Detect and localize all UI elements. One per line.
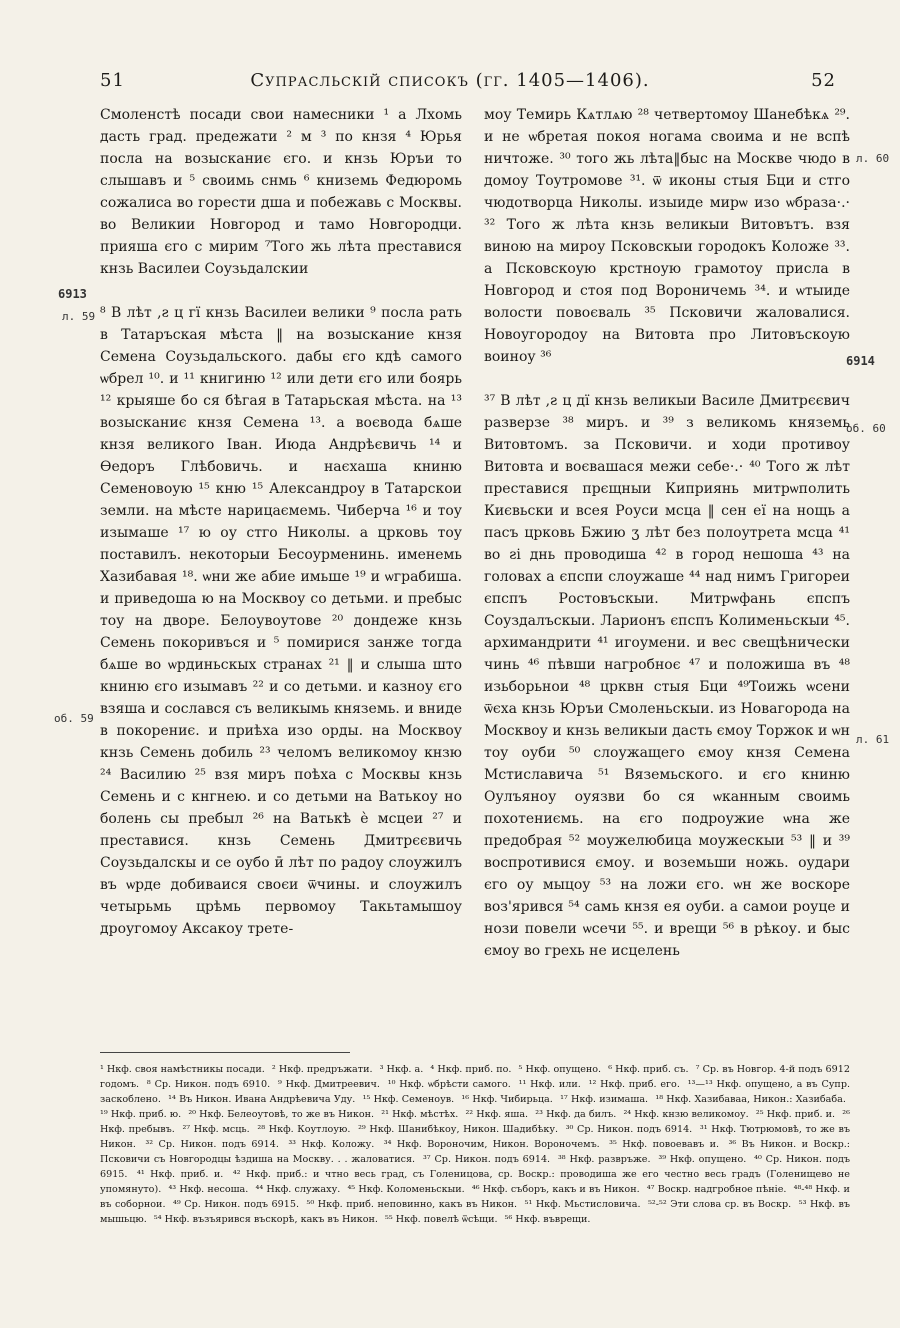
margin-leaf-61: л. 61 xyxy=(856,733,890,746)
footnote: ² Нкф. предръжати. xyxy=(271,1064,373,1075)
footnote: ³⁷ Ср. Никон. подъ 6914. xyxy=(422,1154,551,1165)
footnote: ¹⁵ Нкф. Семеноув. xyxy=(362,1094,455,1105)
margin-leaf-60: л. 60 xyxy=(856,152,890,165)
footnote: ²⁴ Нкф. кнзю великомоу. xyxy=(623,1109,749,1120)
footnote: ¹⁴ Въ Никон. Ивана Андрѣевича Уду. xyxy=(168,1094,356,1105)
footnote: ⁴⁸-⁴⁸ Нкф. и въ соборнои. xyxy=(100,1184,850,1210)
footnote: ⁵ Нкф. опущено. xyxy=(518,1064,602,1075)
footnote: ¹ Нкф. своя намѣстникы посади. xyxy=(100,1064,265,1075)
footnote: ²⁶ Нкф. пребывъ. xyxy=(100,1109,850,1135)
page-header xyxy=(0,70,900,98)
page-number-left: 51 xyxy=(100,70,125,91)
footnote-divider xyxy=(100,1052,350,1053)
footnote: ⁴⁴ Нкф. служаху. xyxy=(255,1184,341,1195)
right-paragraph-1: моу Темирь Кѧтлѧю ²⁸ четвертомоу Шанебѣкѧ ²⁹. и не ѡбретая покоя ногама своима и не вспѣ ничтоже. ³⁰ того жь лѣта‖быс на Москве чюдо в домоу Тоутромове ³¹. ѿ иконы стыя Бци и стго чюдотворца Николы. изыиде мирѡ изо ѡбраза·.· ³² Того ж лѣта кнзь великыи Витовътъ. взя виною на мироу Псковскыи городокъ Коложе ³³. а Псковскоую крстноую грамотоу присла в Новгород и стоя под Вороничемь ³⁴. и ѡтыиде волости повоєваль ³⁵ Псковичи жаловалися. Новоугородоу на Витовта про Литовъскоую воиноу ³⁶ xyxy=(484,107,850,365)
running-title: Супрасльскій списокъ (гг. 1405—1406). xyxy=(250,70,650,91)
footnote: ³⁸ Нкф. развръже. xyxy=(557,1154,651,1165)
footnote: ¹¹ Нкф. или. xyxy=(518,1079,581,1090)
footnote: ¹³—¹³ Нкф. опущено, а въ Супр. заскоблено. xyxy=(100,1079,851,1105)
footnote: ²⁵ Нкф. приб. и. xyxy=(755,1109,836,1120)
margin-year-6913: 6913 xyxy=(58,287,87,301)
footnote: ²⁷ Нкф. мсць. xyxy=(182,1124,250,1135)
footnotes xyxy=(100,1062,850,1227)
right-column xyxy=(484,104,850,984)
footnote: ⁴⁵ Нкф. Коломеньскыи. xyxy=(347,1184,465,1195)
margin-leaf-59v: об. 59 xyxy=(54,712,94,725)
footnote: ³⁶ Въ Никон. и Воскр.: Псковичи съ Новгородцы ѣздиша на Москву. . . жаловатися. xyxy=(100,1139,851,1165)
left-column xyxy=(100,104,462,962)
right-paragraph-2: ³⁷ В лѣт ,ꙅ ц дї кнзь великыи Василе Дмитрєєвич разверзе ³⁸ миръ. и ³⁹ з великомь княземь Витовтомъ. за Псковичи. и ходи противоу Витовта и воєвашася межи себе·.· ⁴⁰ Того ж лѣт преставися прєщныи Киприянь митрѡполить Києвьски и всея Роуси мсца ‖ сен еї на нощь а пасъ црковь Бжию ӡ лѣт без полоутрета мсца ⁴¹ во ꙅі днь проводиша ⁴² в город нешоша ⁴³ на головах а єпспи слоужаше ⁴⁴ над нимъ Григореи єпспъ Ростовъскыи. Митрѡфань єпспъ Соуздалъскыи. Ларионъ єпспъ Колименьскыи ⁴⁵. архимандрити ⁴¹ игоумени. и вес свещѣнически чинь ⁴⁶ пѣвши нагробноє ⁴⁷ и положиша въ ⁴⁸ изьборьнои ⁴⁸ црквн стыя Бци ⁴⁹Тоижь ѡсени ѿєха кнзь Юръи Смоленьскыи. из Новагорода на Москвоу и кнзь великыи дасть ємоу Торжок и ѡн тоу оуби ⁵⁰ слоужащего ємоу кнзя Семена Мстиславича ⁵¹ Вяземьского. и єго книню Оулъяноу оуязви бо ся ѡканным своимь похотениємь. на єго подроужие ѡна же предобрая ⁵² моужелюбица моужескыи ⁵³ ‖ и ³⁹ воспротивися ємоу. и воземьши ножь. оудари єго оу мыцоу ⁵³ на ложи єго. ѡн же воскоре воз'ярився ⁵⁴ самь кнзя ея оуби. а самои роуце и нози повели ѡсечи ⁵⁵. и врещи ⁵⁶ в рѣкоу. и быс ємоу во грехь не исцелень xyxy=(484,393,850,959)
footnote: ³⁴ Нкф. Вороночим, Никон. Вороночемъ. xyxy=(383,1139,600,1150)
footnote: ³⁰ Ср. Никон. подъ 6914. xyxy=(565,1124,693,1135)
footnote: ³² Ср. Никон. подъ 6914. xyxy=(145,1139,279,1150)
footnote: ²⁰ Нкф. Белеоутовѣ, то же въ Никон. xyxy=(188,1109,375,1120)
left-paragraph-1: Смоленстѣ посади свои намесники ¹ а Лхомь дасть град. предежати ² м ³ по кнзя ⁴ Юрья посла на возысканиє єго. и кнзь Юръи то слышавъ и ⁵ своимь снмь ⁶ книземь Федюромь сожалиса во горести дша и побежавь с Москвы. во Великии Новгород и тамо Новгородци. прияша єго с мирим ⁷Того жь лѣта преставися кнзь Василеи Соузьдалскии xyxy=(100,107,462,277)
footnote: ²² Нкф. яша. xyxy=(465,1109,529,1120)
footnote: ²⁸ Нкф. Коутлоую. xyxy=(257,1124,351,1135)
footnote: ⁴⁶ Нкф. съборъ, какъ и въ Никон. xyxy=(471,1184,640,1195)
footnote: ⁶ Нкф. приб. съ. xyxy=(608,1064,689,1075)
footnote: ⁵³ Нкф. въ мышьцю. xyxy=(100,1199,850,1225)
footnote: ⁵⁰ Нкф. приб. неповинно, какъ въ Никон. xyxy=(306,1199,518,1210)
footnote: ³⁹ Нкф. опущено. xyxy=(658,1154,747,1165)
footnote: ⁴ Нкф. приб. по. xyxy=(430,1064,512,1075)
footnote: ³¹ Нкф. Тютрюмовѣ, то же въ Никон. xyxy=(100,1124,850,1150)
footnote: ²¹ Нкф. мѣстѣх. xyxy=(381,1109,459,1120)
footnote: ⁴³ Нкф. несоша. xyxy=(168,1184,249,1195)
footnote: ⁵¹ Нкф. Мьстиcловича. xyxy=(524,1199,641,1210)
footnote: ⁴² Нкф. приб.: и чтно весь град, съ Голеницова, ср. Воскр.: проводиша же его честно весь градъ (Голенищево не упомянуто). xyxy=(100,1169,850,1195)
footnote: ⁴⁹ Ср. Никон. подъ 6915. xyxy=(173,1199,300,1210)
footnote: ¹⁹ Нкф. приб. ю. xyxy=(100,1109,182,1120)
footnote: ³ Нкф. а. xyxy=(379,1064,424,1075)
footnote: ⁴⁰ Ср. Никон. подъ 6915. xyxy=(100,1154,850,1180)
footnote: ¹⁷ Нкф. изимаша. xyxy=(560,1094,649,1105)
footnote: ³⁵ Нкф. повоевавъ и. xyxy=(609,1139,720,1150)
margin-year-6914: 6914 xyxy=(846,354,875,368)
page-number-right: 52 xyxy=(811,70,836,91)
footnote: ¹² Нкф. приб. его. xyxy=(588,1079,680,1090)
footnote: ⁵⁶ Нкф. въврещи. xyxy=(504,1214,591,1225)
footnote: ²³ Нкф. да билъ. xyxy=(535,1109,617,1120)
footnote: ¹⁶ Нкф. Чибирьца. xyxy=(461,1094,553,1105)
footnote: ¹⁸ Нкф. Хазибаваа, Никон.: Хазибаба. xyxy=(655,1094,846,1105)
footnote: ⁵⁴ Нкф. възъярився въскорѣ, какъ въ Никон. xyxy=(153,1214,378,1225)
footnote: ⁷ Ср. въ Новгор. 4-й подъ 6912 годомъ. xyxy=(100,1064,850,1090)
footnote: ¹⁰ Нкф. ѡбрѣсти самого. xyxy=(387,1079,511,1090)
footnote: ⁴¹ Нкф. приб. и. xyxy=(136,1169,224,1180)
footnote: ⁴⁷ Воскр. надгробное пѣніе. xyxy=(646,1184,787,1195)
left-paragraph-2: ⁸ В лѣт ,ꙅ ц гї кнзь Василеи велики ⁹ посла рать в Татаръская мѣста ‖ на возыскание кнзя Семена Соузьдальского. дабы єго кдѣ самого ѡбрел ¹⁰. и ¹¹ книгиню ¹² или дети єго или боярь ¹² крыяше бо ся бѣгая в Татарьская мѣста. на ¹³ возысканиє кнзя Семена ¹³. а воєвода бѧше кнзя великого Іван. Июда Андрѣєвичь ¹⁴ и Ѳедоръ Глѣбовичь. и наєхаша книню Семеновоую ¹⁵ кню ¹⁵ Александроу в Татарскои земли. на мѣсте нарицаємемь. Чиберча ¹⁶ и тоу изымаше ¹⁷ ю оу стго Николы. а црковь тоу поставилъ. некоторыи Бесоурменинь. именемь Хазибавая ¹⁸. ѡни же абие имьше ¹⁹ и ѡграбиша. и приведоша ю на Москвоу со детьми. и пребыс тоу на дворе. Белоувоутове ²⁰ дондеже кнзь Семень покоривъся и ⁵ помирися занже тогда бѧше во ѡрдиньскых странах ²¹ ‖ и слыша што книню єго изымавъ ²² и со детьми. и казноу єго взяша и сослався съ великымь княземь. и вниде в покорениє. и приѣха изо орды. на Москвоу кнзь Семень добиль ²³ челомъ великомоу кнзю ²⁴ Василию ²⁵ взя миръ поѣха с Москвы кнзь Семень и с кнгнею. и со детьми на Ватькоу но болень сы пребыл ²⁶ на Ватькѣ ѐ мсцеи ²⁷ и преставися. кнзь Семень Дмитрєєвичь Соузьдалскы и се оубо ӣ лѣт по радоу слоужилъ въ ѡрде добиваися своєи ѿчины. и слоужилъ четырьмь црѣмь первомоу Такьтамышоу дроугомоу Аксакоу трете- xyxy=(100,305,462,937)
footnote: ²⁹ Нкф. Шанибѣкоу, Никон. Шадибѣку. xyxy=(358,1124,559,1135)
margin-leaf-60v: об. 60 xyxy=(846,422,886,435)
footnote: ⁵²-⁵² Эти слова ср. въ Воскр. xyxy=(648,1199,792,1210)
footnote: ⁹ Нкф. Дмитреевич. xyxy=(277,1079,380,1090)
footnote: ³³ Нкф. Коложу. xyxy=(288,1139,375,1150)
margin-leaf-59: л. 59 xyxy=(62,310,96,323)
footnote: ⁸ Ср. Никон. подъ 6910. xyxy=(146,1079,271,1090)
footnote: ⁵⁵ Нкф. повелѣ ѿсѣщи. xyxy=(385,1214,498,1225)
